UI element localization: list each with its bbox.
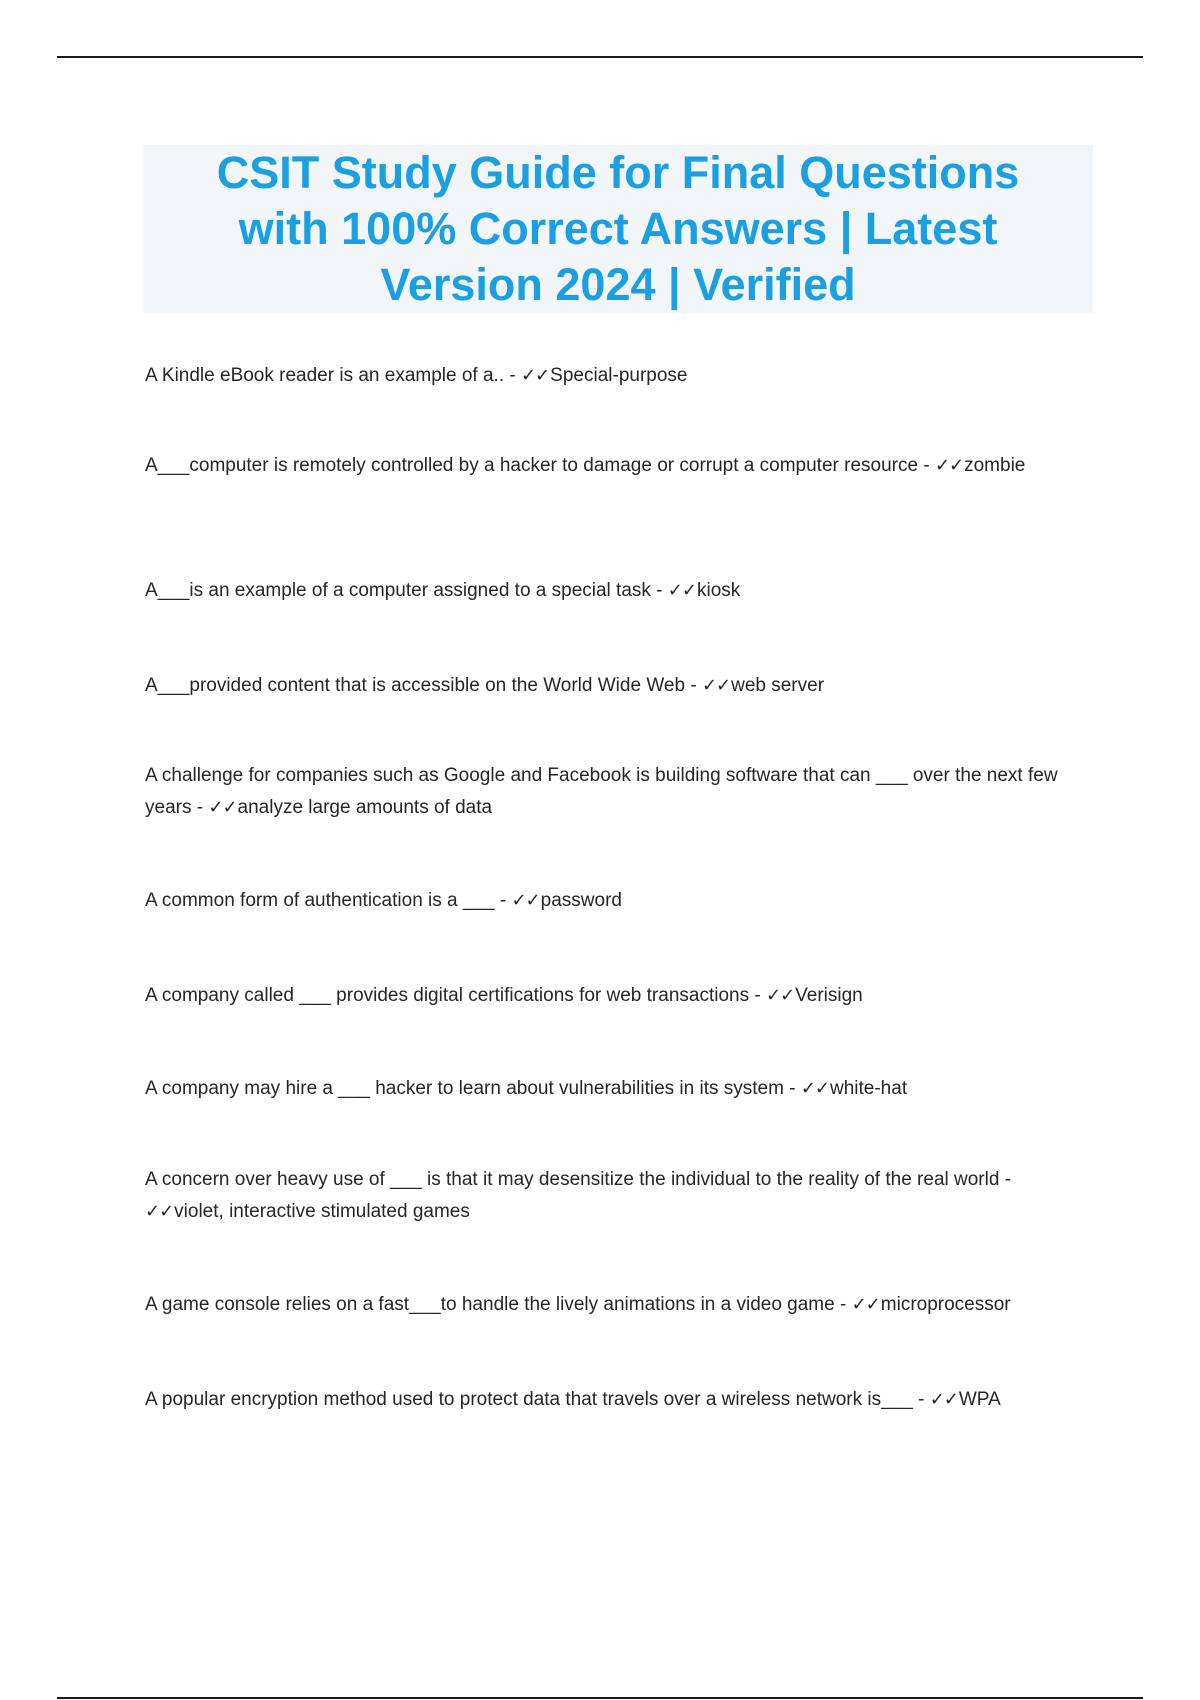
- answer-text: microprocessor: [880, 1294, 1011, 1315]
- answer-text: white-hat: [830, 1078, 908, 1099]
- question-text: A game console relies on a fast___to handle the lively animations in a video game -: [145, 1294, 852, 1315]
- question-text: A___computer is remotely controlled by a hacker to damage or corrupt a computer resource -: [145, 455, 935, 476]
- check-mark-icon: ✓✓: [667, 580, 696, 601]
- answer-text: Verisign: [795, 985, 863, 1006]
- answer-text: password: [540, 890, 622, 911]
- qa-item: [145, 760, 1085, 824]
- title-banner: [143, 145, 1093, 313]
- check-mark-icon: ✓✓: [929, 1389, 958, 1410]
- footer-rule: [57, 1697, 1143, 1699]
- answer-text: Special-purpose: [550, 365, 688, 386]
- header-rule: [57, 56, 1143, 58]
- check-mark-icon: ✓✓: [521, 365, 550, 386]
- check-mark-icon: ✓✓: [765, 985, 795, 1006]
- qa-item: [145, 575, 1085, 607]
- qa-item: [145, 450, 1085, 482]
- question-text: A popular encryption method used to protect data that travels over a wireless network is___ -: [145, 1389, 930, 1410]
- check-mark-icon: ✓✓: [851, 1294, 880, 1315]
- answer-text: web server: [731, 675, 825, 696]
- answer-text: zombie: [964, 455, 1026, 476]
- check-mark-icon: ✓✓: [701, 675, 731, 696]
- qa-item: [145, 360, 1085, 392]
- answer-text: analyze large amounts of data: [237, 797, 493, 818]
- check-mark-icon: ✓✓: [145, 1201, 174, 1222]
- question-text: A company may hire a ___ hacker to learn about vulnerabilities in its system -: [145, 1078, 801, 1099]
- qa-item: [145, 1289, 1085, 1321]
- question-text: A___is an example of a computer assigned to a special task -: [145, 580, 668, 601]
- check-mark-icon: ✓✓: [800, 1078, 829, 1099]
- answer-text: kiosk: [696, 580, 741, 601]
- check-mark-icon: ✓✓: [934, 455, 964, 476]
- question-text: A common form of authentication is a ___ -: [145, 890, 512, 911]
- question-text: A Kindle eBook reader is an example of a.. -: [145, 365, 521, 386]
- qa-item: [145, 670, 1085, 702]
- qa-item: [145, 885, 1085, 917]
- qa-item: [145, 1164, 1085, 1228]
- answer-text: violet, interactive stimulated games: [174, 1201, 470, 1222]
- answer-text: WPA: [958, 1389, 1001, 1410]
- question-text: A company called ___ provides digital certifications for web transactions -: [145, 985, 766, 1006]
- qa-item: [145, 1384, 1085, 1416]
- qa-item: [145, 980, 1085, 1012]
- question-text: A___provided content that is accessible on the World Wide Web -: [145, 675, 702, 696]
- check-mark-icon: ✓✓: [511, 890, 540, 911]
- document-title: CSIT Study Guide for Final Questions with 100% Correct Answers | Latest Version 2024 | Verified: [216, 147, 1020, 310]
- question-text: A concern over heavy use of ___ is that it may desensitize the individual to the reality of the real world -: [145, 1169, 1012, 1190]
- qa-item: [145, 1073, 1085, 1105]
- check-mark-icon: ✓✓: [208, 797, 237, 818]
- question-text: A challenge for companies such as Google and Facebook is building software that can ___ over the next few years -: [145, 765, 1058, 818]
